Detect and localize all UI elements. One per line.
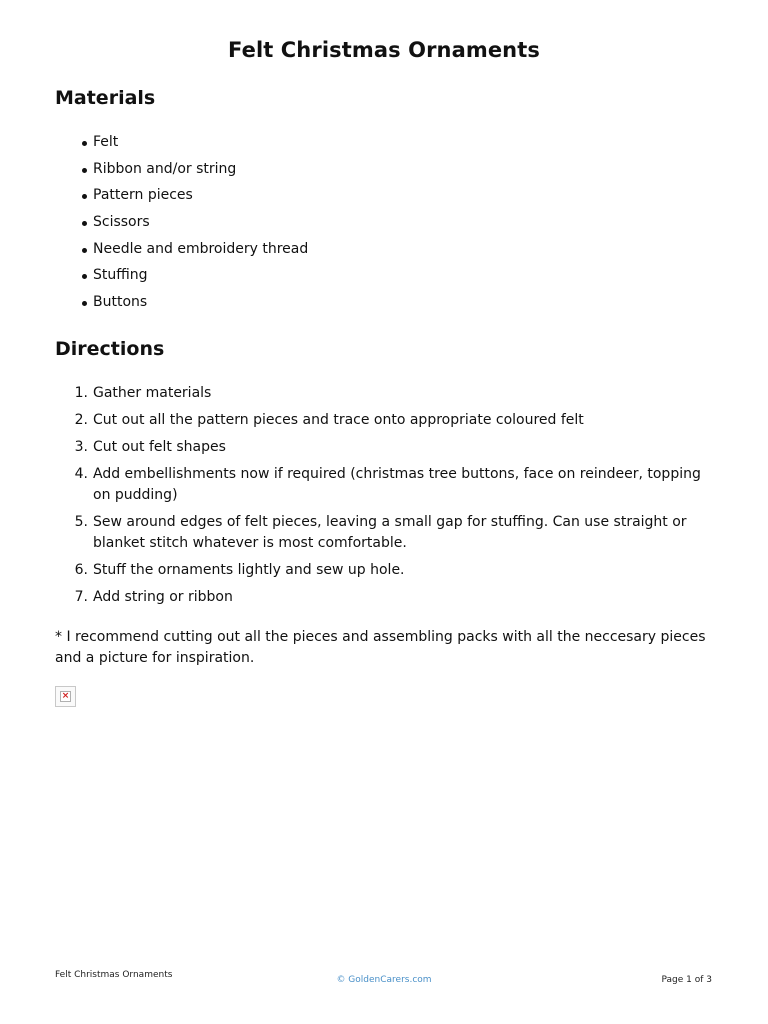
bullet-icon	[82, 168, 87, 173]
material-label: Scissors	[93, 214, 150, 231]
materials-heading: Materials	[55, 87, 156, 109]
bullet-icon	[82, 221, 87, 226]
step-item	[55, 383, 715, 404]
directions-list	[55, 383, 715, 614]
list-item	[55, 265, 715, 286]
bullet-icon	[82, 194, 87, 199]
bullet-icon	[82, 301, 87, 306]
step-number: 1.	[74, 385, 88, 401]
broken-image-icon: ×	[61, 691, 70, 701]
list-item	[55, 212, 715, 233]
footer-document-title: Felt Christmas Ornaments	[55, 970, 173, 980]
materials-list	[55, 132, 715, 319]
step-number: 4.	[74, 466, 88, 482]
step-number: 2.	[74, 412, 88, 428]
step-item	[55, 587, 715, 608]
step-item	[55, 437, 715, 458]
footer-copyright-link[interactable]: © GoldenCarers.com	[336, 975, 432, 985]
step-number: 6.	[74, 562, 88, 578]
list-item	[55, 292, 715, 313]
inspiration-note: * I recommend cutting out all the pieces and assembling packs with all the neccesary pieces and a picture for inspiration.	[55, 629, 706, 666]
bullet-icon	[82, 141, 87, 146]
step-number: 7.	[74, 589, 88, 605]
list-item	[55, 239, 715, 260]
step-item	[55, 410, 715, 431]
step-text: Cut out felt shapes	[93, 439, 226, 455]
step-text: Gather materials	[93, 385, 212, 401]
step-item	[55, 512, 715, 554]
step-number: 3.	[74, 439, 88, 455]
material-label: Pattern pieces	[93, 187, 193, 204]
step-text: Add embellishments now if required (christmas tree buttons, face on reindeer, topping on pudding)	[93, 466, 701, 503]
list-item	[55, 132, 715, 153]
material-label: Felt	[93, 134, 119, 150]
material-label: Needle and embroidery thread	[93, 240, 309, 257]
list-item	[55, 159, 715, 180]
step-number: 5.	[74, 514, 88, 530]
material-label: Stuffing	[93, 267, 148, 284]
step-text: Sew around edges of felt pieces, leaving a small gap for stuffing. Can use straight or blanket stitch whatever is most comfortable.	[93, 514, 687, 551]
footer-page-number: Page 1 of 3	[661, 975, 712, 985]
directions-heading: Directions	[55, 338, 165, 360]
step-item	[55, 464, 715, 506]
broken-image-placeholder	[55, 686, 76, 707]
material-label: Buttons	[93, 294, 148, 311]
step-text: Cut out all the pattern pieces and trace onto appropriate coloured felt	[93, 412, 584, 428]
material-label: Ribbon and/or string	[93, 160, 237, 177]
step-item	[55, 560, 715, 581]
bullet-icon	[82, 274, 87, 279]
list-item	[55, 185, 715, 206]
bullet-icon	[82, 248, 87, 253]
step-text: Stuff the ornaments lightly and sew up hole.	[93, 562, 405, 578]
step-text: Add string or ribbon	[93, 589, 233, 605]
page-title: Felt Christmas Ornaments	[228, 38, 540, 62]
